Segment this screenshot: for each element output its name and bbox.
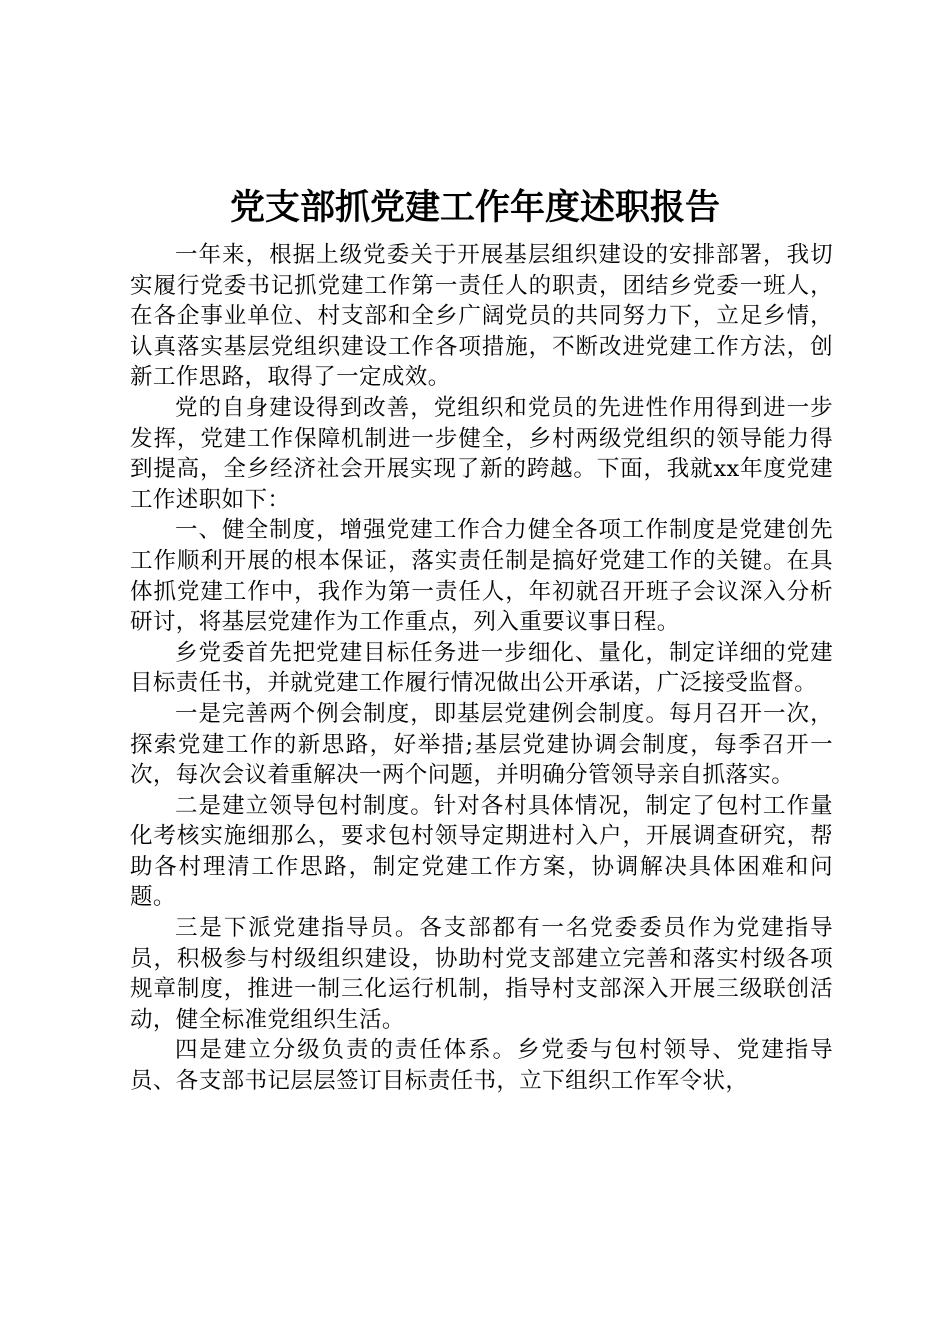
paragraph-1: 一年来，根据上级党委关于开展基层组织建设的安排部署，我切实履行党委书记抓党建工作第一责任人的职责，团结乡党委一班人，在各企事业单位、村支部和全乡广阔党员的共同努力下，立足乡情，认真落实基层党组织建设工作各项措施，不断改进党建工作方法，创新工作思路，取得了一定成效。 [130, 242, 833, 391]
document-title: 党支部抓党建工作年度述职报告 [229, 187, 720, 228]
paragraph-2: 党的自身建设得到改善，党组织和党员的先进性作用得到进一步发挥，党建工作保障机制进一步健全，乡村两级党组织的领导能力得到提高，全乡经济社会开展实现了新的跨越。下面，我就xx年度党建工作述职如下： [130, 394, 833, 513]
paragraph-3: 一、健全制度，增强党建工作合力健全各项工作制度是党建创先工作顺利开展的根本保证，落实责任制是搞好党建工作的关键。在具体抓党建工作中，我作为第一责任人，年初就召开班子会议深入分析研讨，将基层党建作为工作重点，列入重要议事日程。 [130, 517, 833, 636]
paragraph-4: 乡党委首先把党建目标任务进一步细化、量化，制定详细的党建目标责任书，并就党建工作履行情况做出公开承诺，广泛接受监督。 [130, 639, 833, 697]
paragraph-7: 三是下派党建指导员。各支部都有一名党委委员作为党建指导员，积极参与村级组织建设，协助村党支部建立完善和落实村级各项规章制度，推进一制三化运行机制，指导村支部深入开展三级联创活动，健全标准党组织生活。 [130, 915, 833, 1033]
paragraph-6: 二是建立领导包村制度。针对各村具体情况，制定了包村工作量化考核实施细那么，要求包村领导定期进村入户，开展调查研究，帮助各村理清工作思路，制定党建工作方案，协调解决具体困难和问题。 [130, 792, 833, 911]
document-body [130, 240, 833, 1097]
paragraph-8: 四是建立分级负责的责任体系。乡党委与包村领导、党建指导员、各支部书记层层签订目标责任书，立下组织工作军令状， [130, 1037, 833, 1095]
paragraph-5: 一是完善两个例会制度，即基层党建例会制度。每月召开一次，探索党建工作的新思路，好举措;基层党建协调会制度，每季召开一次，每次会议着重解决一两个问题，并明确分管领导亲自抓落实。 [130, 700, 833, 789]
